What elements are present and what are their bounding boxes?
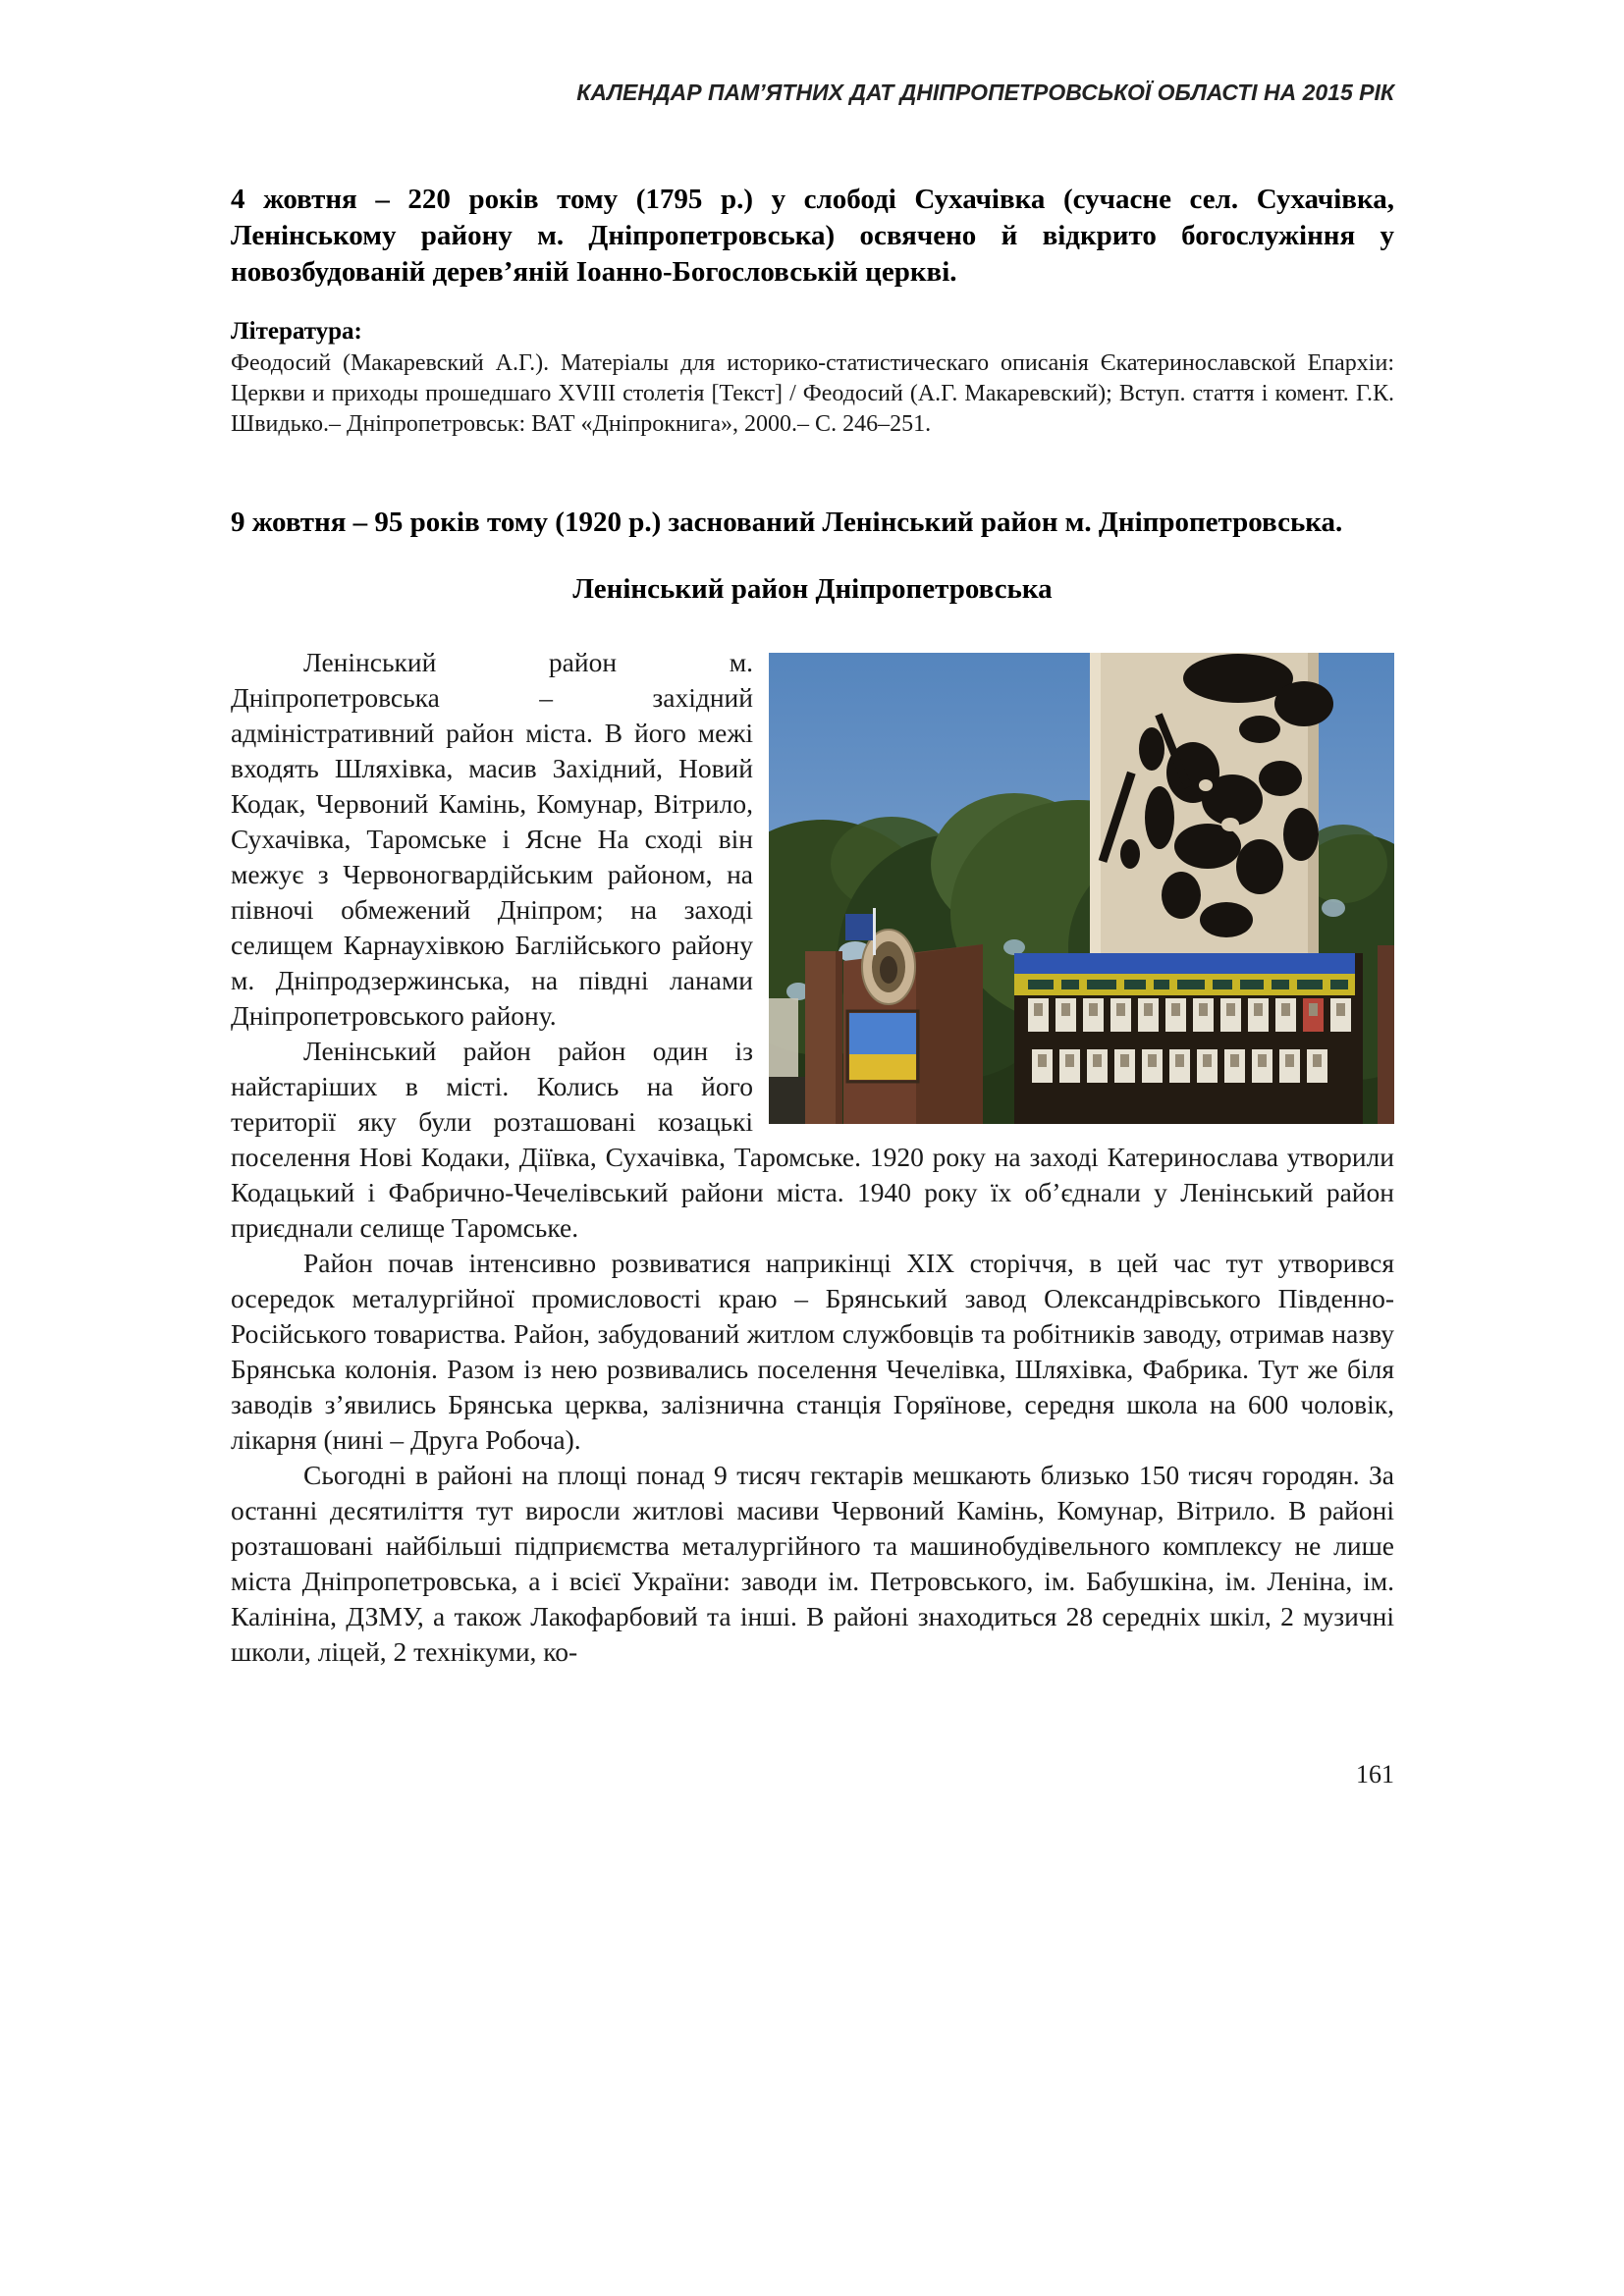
flag-plaque-yellow <box>849 1054 916 1080</box>
portrait-face <box>1093 1054 1102 1067</box>
portrait-face <box>1148 1054 1157 1067</box>
portrait-face <box>1038 1054 1047 1067</box>
portrait-face <box>1226 1003 1235 1016</box>
flag-plaque-blue <box>849 1013 916 1054</box>
portrait-face <box>1061 1003 1070 1016</box>
portrait-face <box>1171 1003 1180 1016</box>
portrait-face <box>1175 1054 1184 1067</box>
light-patch <box>769 998 798 1077</box>
mini-flag <box>845 914 875 940</box>
article-paragraph-2: Ленінський район район один із найстаріших в місті. Колись на його території яку були розташовані козацькі поселення Нові Кодаки, Діївка, Сухачівка, Таромське. 1920 року на заході Катеринослава утворили Кодацький і Фабрично-Чечелівський райони міста. 1940 року їх об’єднали у Ленінський район приєднали селище Таромське. <box>231 1036 1394 1243</box>
board-title-dashes <box>1028 980 1348 989</box>
literature-label: Література: <box>231 318 362 345</box>
article-paragraph-1: Ленінський район м. Дніпропетровська – західний адміністративний район міста. В його межі входять Шляхівка, масив Західний, Новий Кодак, Червоний Камінь, Комунар, Вітрило, Сухачівка, Таромське і Ясне На сході він межує з Червоногвардійським районом, на півночі обмежений Дніпром; на заході селищем Карнаухівкою Баглійського району м. Дніпродзержинська, на півдні ланами Дніпропетровського району. <box>231 647 753 1031</box>
portrait-face <box>1281 1003 1290 1016</box>
article-paragraph-4: Сьогодні в районі на площі понад 9 тисяч гектарів мешкають близько 150 тисяч городян. За останні десятиліття тут виросли житлові масиви Червоний Камінь, Комунар, Вітрило. В районі розташовані найбільші підприємства металургійного та машинобудівельного комплексу не лише міста Дніпропетровська, а і всієї України: заводи ім. Петровського, ім. Бабушкіна, ім. Леніна, ім. Калініна, ДЗМУ, а також Лакофарбовий та інші. В районі знаходиться 28 середніх шкіл, 2 музичні школи, ліцей, 2 технікуми, ко- <box>231 1460 1394 1667</box>
portraits-row-bottom <box>1032 1049 1327 1083</box>
ground-shadow <box>769 1077 805 1124</box>
portrait-face <box>1285 1054 1294 1067</box>
running-header: КАЛЕНДАР ПАМ’ЯТНИХ ДАТ ДНІПРОПЕТРОВСЬКОЇ ОБЛАСТІ НА 2015 РІК <box>576 80 1394 105</box>
entry-heading-oct9: 9 жовтня – 95 років тому (1920 р.) заснований Ленінський район м. Дніпропетровська. <box>231 507 1343 538</box>
portrait-face <box>1254 1003 1263 1016</box>
portrait-face <box>1144 1003 1153 1016</box>
portrait-face <box>1313 1054 1322 1067</box>
monument-stele <box>1090 653 1333 956</box>
page-number: 161 <box>1356 1760 1394 1789</box>
monument-photo-art <box>769 653 1394 1124</box>
entry-october-9 <box>231 505 1394 1670</box>
article-title: Ленінський район Дніпропетровська <box>572 573 1053 605</box>
portrait-face <box>1065 1054 1074 1067</box>
board-right-post <box>1378 945 1394 1124</box>
article-paragraph-3: Район почав інтенсивно розвиватися наприкінці XIX сторіччя, в цей час тут утворився осередок металургійної промисловості краю – Брянський завод Олександрівського Південно-Російського товариства. Район, забудований житлом службовців та робітників заводу, отримав назву Брянська колонія. Разом із нею розвивались поселення Чечелівка, Шляхівка, Фабрика. Тут же біля заводів з’явились Брянська церква, залізнична станція Горяїнове, середня школа на 600 чоловік, лікарня (нині – Друга Робоча). <box>231 1248 1394 1455</box>
monument-photo <box>769 653 1394 1124</box>
portrait-face <box>1230 1054 1239 1067</box>
portrait-face <box>1258 1054 1267 1067</box>
portrait-face <box>1336 1003 1345 1016</box>
page-content <box>231 79 1394 1670</box>
literature-reference: Феодосий (Макаревский А.Г.). Матеріалы для историко-статистическаго описанія Єкатеринославской Епархіи: Церкви и приходы прошедшаго XVIII столетія [Текст] / Феодосий (А.Г. Макаревский); Вступ. стаття і комент. Г.К. Швидько.– Дніпропетровськ: ВАТ «Дніпрокнига», 2000.– С. 246–251. <box>231 350 1394 437</box>
honor-board <box>1014 945 1394 1124</box>
portrait-face <box>1309 1003 1318 1016</box>
entry-heading-oct4: 4 жовтня – 220 років тому (1795 р.) у слободі Сухачівка (сучасне сел. Сухачівка, Ленінському району м. Дніпропетровська) освячено й відкрито богослужіння у новозбудованій дерев’яній Іоанно-Богословській церкві. <box>231 184 1394 288</box>
portrait-face <box>1089 1003 1098 1016</box>
portrait-face <box>1199 1003 1208 1016</box>
flag-pole <box>873 908 876 955</box>
entry-october-4 <box>231 182 1394 440</box>
flag-stripe-blue <box>1014 953 1355 974</box>
portrait-face <box>1120 1054 1129 1067</box>
article-body <box>231 645 1394 1670</box>
portrait-face <box>1034 1003 1043 1016</box>
portrait-face <box>1203 1054 1212 1067</box>
portrait-face <box>1116 1003 1125 1016</box>
